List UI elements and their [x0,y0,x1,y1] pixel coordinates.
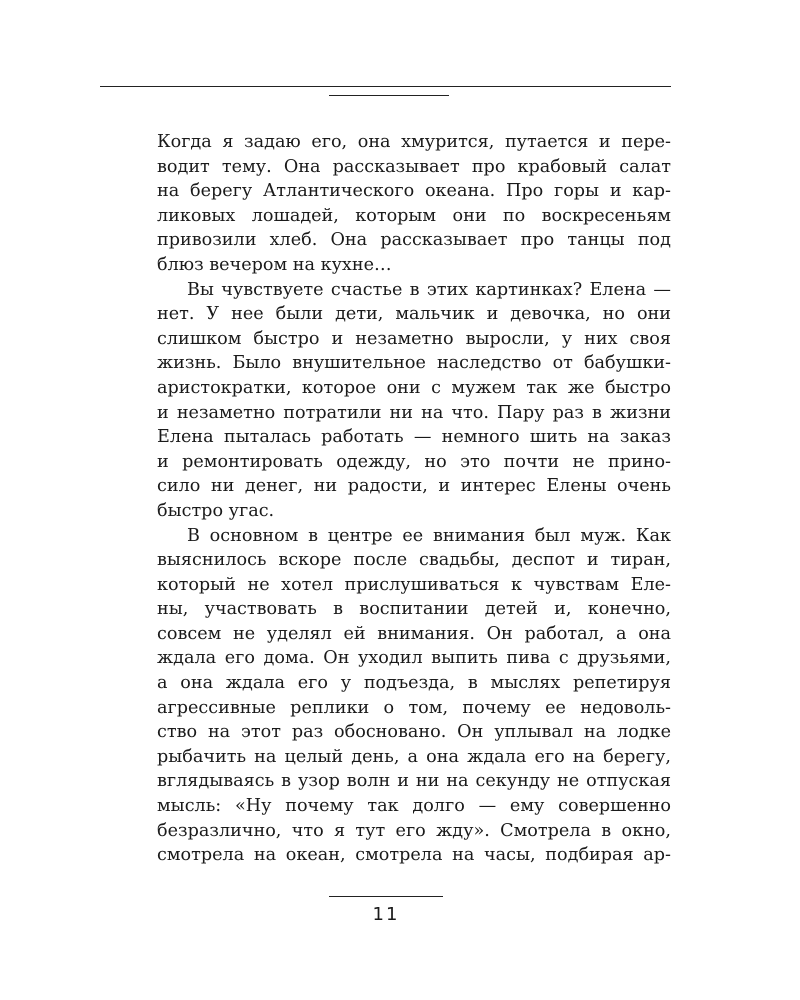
text-line: ликовых лошадей, которым они по воскресеньям [157,205,671,226]
header-short-rule [329,95,449,96]
text-line: рыбачить на целый день, а она ждала его на берегу, [157,746,671,767]
text-line: выяснилось вскоре после свадьбы, деспот и тиран, [157,550,671,571]
text-line: и незаметно потратили ни на что. Пару раз в жизни [157,402,671,423]
text-line: агрессивные реплики о том, почему ее недоволь- [157,697,671,718]
text-line: аристократки, которое они с мужем так же быстро [157,377,671,398]
footer-short-rule [329,896,443,897]
text-line: мысль: «Ну почему так долго — ему совершенно [157,796,671,817]
text-line: привозили хлеб. Она рассказывает про танцы под [157,230,671,251]
text-line: блюз вечером на кухне… [157,254,392,275]
page-number: 11 [372,904,400,925]
text-line: ны, участвовать в воспитании детей и, конечно, [157,599,671,620]
text-line: В основном в центре ее внимания был муж. Как [187,525,671,546]
text-line: Когда я задаю его, она хмурится, путается и пере- [157,132,671,152]
text-line: а она ждала его у подъезда, в мыслях репетируя [157,673,671,694]
text-line: жизнь. Было внушительное наследство от бабушки- [157,353,671,374]
text-line: который не хотел прислушиваться к чувствам Еле- [157,574,671,595]
text-line: ждала его дома. Он уходил выпить пива с друзьями, [157,648,671,669]
text-line: Вы чувствуете счастье в этих картинках? Елена — [187,279,671,300]
header-rule [100,86,671,87]
text-line: и ремонтировать одежду, но это почти не прино- [157,451,671,472]
text-line: сило ни денег, ни радости, и интерес Елены очень [157,476,671,497]
text-line: на берегу Атлантического океана. Про горы и кар- [157,181,671,202]
text-line: смотрела на океан, смотрела на часы, подбирая ар- [157,845,671,866]
text-line: водит тему. Она рассказывает про крабовый салат [157,156,671,177]
text-line: быстро угас. [157,500,275,521]
text-line: слишком быстро и незаметно выросли, у них своя [157,328,671,349]
text-line: безразлично, что я тут его жду». Смотрела в окно, [157,820,671,841]
text-line: вглядываясь в узор волн и ни на секунду не отпуская [157,771,671,792]
text-line: Елена пыталась работать — немного шить на заказ [157,427,671,448]
text-line: совсем не уделял ей внимания. Он работал, а она [157,623,671,644]
body-text [157,130,671,868]
text-line: нет. У нее были дети, мальчик и девочка, но они [157,304,671,325]
text-line: ство на этот раз обосновано. Он уплывал на лодке [157,722,671,743]
